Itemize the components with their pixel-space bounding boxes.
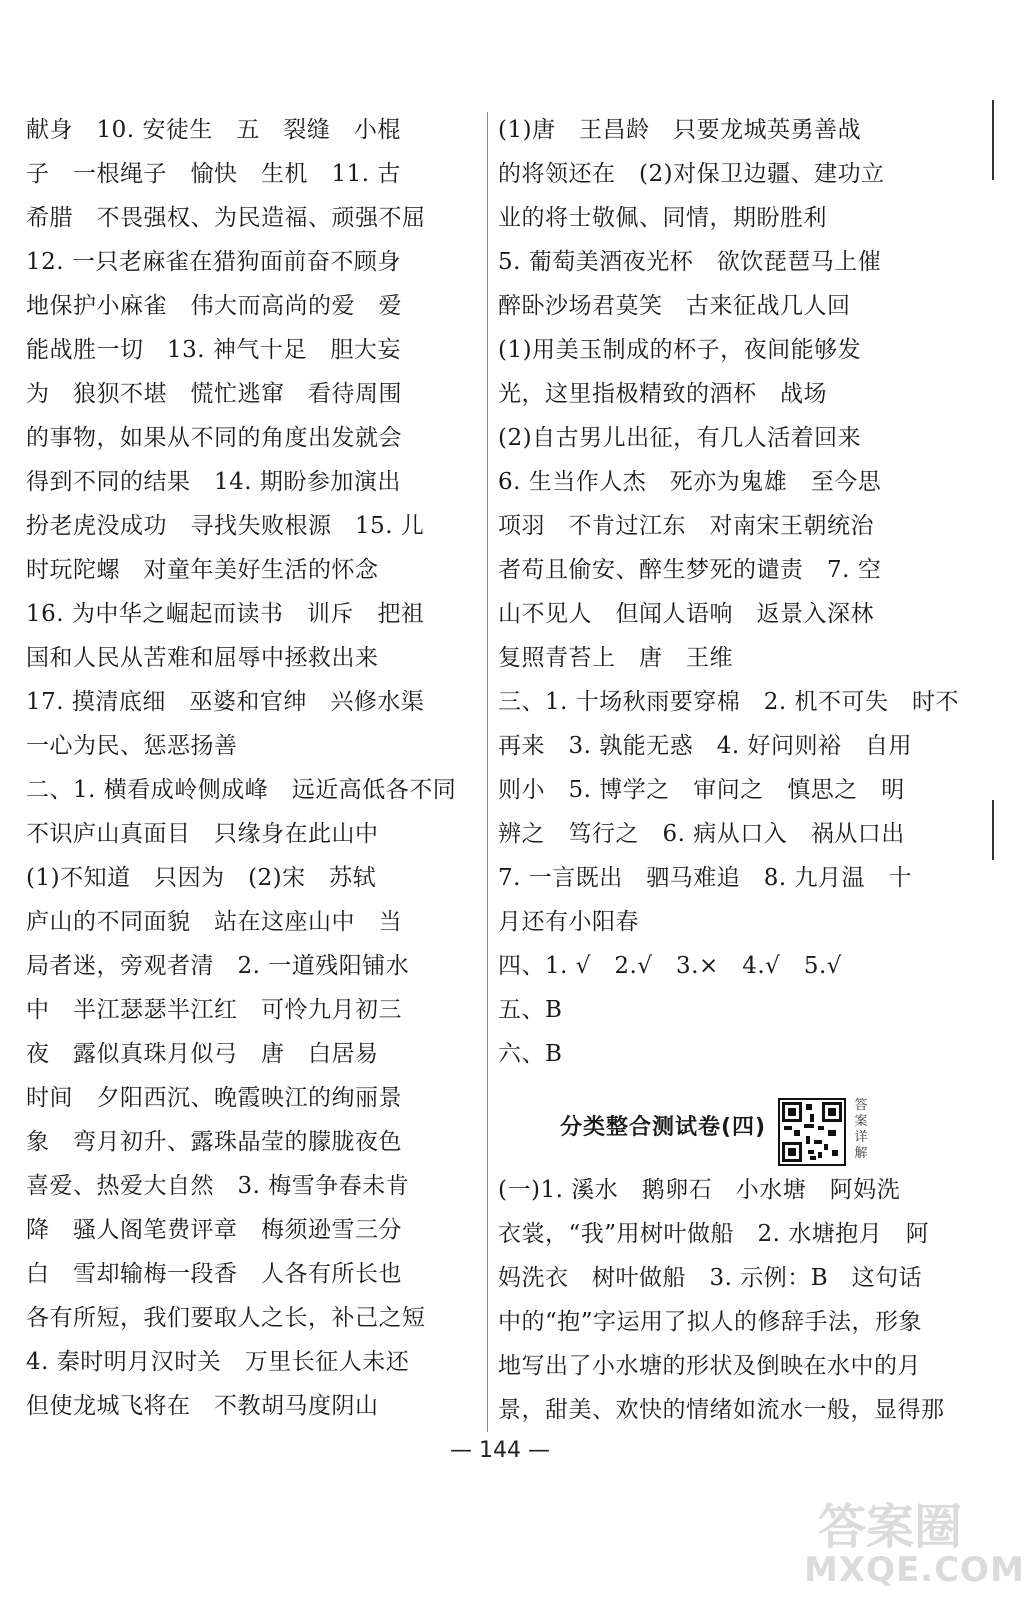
answer-line: 再来 3. 孰能无惑 4. 好问则裕 自用 (498, 733, 913, 759)
answer-line: 四、1. √ 2.√ 3.× 4.√ 5.√ (498, 953, 842, 979)
answer-line: 二、1. 横看成岭侧成峰 远近高低各不同 (26, 777, 457, 803)
answer-line: 项羽 不肯过江东 对南宋王朝统治 (498, 513, 874, 539)
qr-code-icon[interactable] (778, 1098, 846, 1166)
answer-line: 三、1. 十场秋雨要穿棉 2. 机不可失 时不 (498, 689, 960, 715)
answer-line: 的将领还在 (2)对保卫边疆、建功立 (498, 161, 885, 187)
answer-line: 献身 10. 安徒生 五 裂缝 小棍 (26, 117, 401, 143)
answer-line: 希腊 不畏强权、为民造福、顽强不屈 (26, 205, 426, 231)
answer-line: 光，这里指极精致的酒杯 战场 (498, 381, 827, 407)
answer-line: 衣裳，“我”用树叶做船 2. 水塘抱月 阿 (498, 1221, 930, 1247)
answer-line: 象 弯月初升、露珠晶莹的朦胧夜色 (26, 1129, 402, 1155)
answer-line: 者苟且偷安、醉生梦死的谴责 7. 空 (498, 557, 882, 583)
answer-line: 喜爱、热爱大自然 3. 梅雪争春未肯 (26, 1173, 410, 1199)
answer-line: 辨之 笃行之 6. 病从口入 祸从口出 (498, 821, 905, 847)
answer-line: 12. 一只老麻雀在猎狗面前奋不顾身 (26, 249, 401, 275)
answer-line: 时间 夕阳西沉、晚霞映江的绚丽景 (26, 1085, 402, 1111)
answer-line: 6. 生当作人杰 死亦为鬼雄 至今思 (498, 469, 882, 495)
answer-line: 不识庐山真面目 只缘身在此山中 (26, 821, 379, 847)
answer-line: 5. 葡萄美酒夜光杯 欲饮琵琶马上催 (498, 249, 882, 275)
answer-line: 降 骚人阁笔费评章 梅须逊雪三分 (26, 1217, 402, 1243)
answer-line: 能战胜一切 13. 神气十足 胆大妄 (26, 337, 401, 363)
watermark-logo (790, 1488, 1025, 1593)
answer-line: 17. 摸清底细 巫婆和官绅 兴修水渠 (26, 689, 425, 715)
answer-line: 一心为民、惩恶扬善 (26, 733, 238, 759)
answer-line: (一)1. 溪水 鹅卵石 小水塘 阿妈洗 (498, 1177, 901, 1203)
answer-line: 景，甜美、欢快的情绪如流水一般，显得那 (498, 1397, 945, 1423)
qr-caption: 答 案 详 解 (854, 1098, 868, 1161)
answer-line: 各有所短，我们要取人之长，补己之短 (26, 1305, 426, 1331)
scan-edge-mark (992, 100, 994, 180)
answer-line: 的事物，如果从不同的角度出发就会 (26, 425, 402, 451)
answer-line: (1)不知道 只因为 (2)宋 苏轼 (26, 865, 377, 891)
answer-line: 7. 一言既出 驷马难追 8. 九月温 十 (498, 865, 913, 891)
answer-line: 醉卧沙场君莫笑 古来征战几人回 (498, 293, 851, 319)
section-title: 分类整合测试卷(四) (560, 1115, 767, 1140)
answer-line: (1)用美玉制成的杯子，夜间能够发 (498, 337, 862, 363)
answer-line: 为 狼狈不堪 慌忙逃窜 看待周围 (26, 381, 402, 407)
answer-line: 中的“抱”字运用了拟人的修辞手法，形象 (498, 1309, 923, 1335)
answer-line: 山不见人 但闻人语响 返景入深林 (498, 601, 874, 627)
answer-line: 庐山的不同面貌 站在这座山中 当 (26, 909, 402, 935)
answer-line: 地保护小麻雀 伟大而高尚的爱 爱 (26, 293, 402, 319)
answer-line: 子 一根绳子 愉快 生机 11. 古 (26, 161, 401, 187)
answer-line: 白 雪却输梅一段香 人各有所长也 (26, 1261, 402, 1287)
right-column-bottom (498, 1168, 960, 1432)
answer-line: 时玩陀螺 对童年美好生活的怀念 (26, 557, 379, 583)
answer-line: 业的将士敬佩、同情，期盼胜利 (498, 205, 827, 231)
answer-line: 扮老虎没成功 寻找失败根源 15. 儿 (26, 513, 425, 539)
answer-line: 得到不同的结果 14. 期盼参加演出 (26, 469, 401, 495)
answer-line: (1)唐 王昌龄 只要龙城英勇善战 (498, 117, 862, 143)
answer-line: (2)自古男儿出征，有几人活着回来 (498, 425, 862, 451)
answer-line: 五、B (498, 997, 563, 1023)
page-number: — 144 — (450, 1438, 550, 1463)
answer-line: 复照青苔上 唐 王维 (498, 645, 733, 671)
watermark-text: 答案圈 (818, 1499, 963, 1555)
scan-edge-mark (992, 800, 994, 860)
answer-line: 夜 露似真珠月似弓 唐 白居易 (26, 1041, 379, 1067)
answer-line: 月还有小阳春 (498, 909, 639, 935)
answer-line: 16. 为中华之崛起而读书 训斥 把祖 (26, 601, 425, 627)
column-divider (487, 112, 488, 1432)
answer-line: 国和人民从苦难和屈辱中拯救出来 (26, 645, 379, 671)
answer-line: 但使龙城飞将在 不教胡马度阴山 (26, 1393, 379, 1419)
left-column (26, 108, 476, 1428)
answer-line: 地写出了小水塘的形状及倒映在水中的月 (498, 1353, 921, 1379)
answer-line: 妈洗衣 树叶做船 3. 示例：B 这句话 (498, 1265, 923, 1291)
answer-line: 中 半江瑟瑟半江红 可怜九月初三 (26, 997, 402, 1023)
watermark-url: MXQE.COM (804, 1550, 1025, 1590)
answer-line: 局者迷，旁观者清 2. 一道残阳铺水 (26, 953, 410, 979)
right-column (498, 108, 960, 1076)
answer-line: 则小 5. 博学之 审问之 慎思之 明 (498, 777, 905, 803)
answer-line: 六、B (498, 1041, 563, 1067)
answer-line: 4. 秦时明月汉时关 万里长征人未还 (26, 1349, 410, 1375)
